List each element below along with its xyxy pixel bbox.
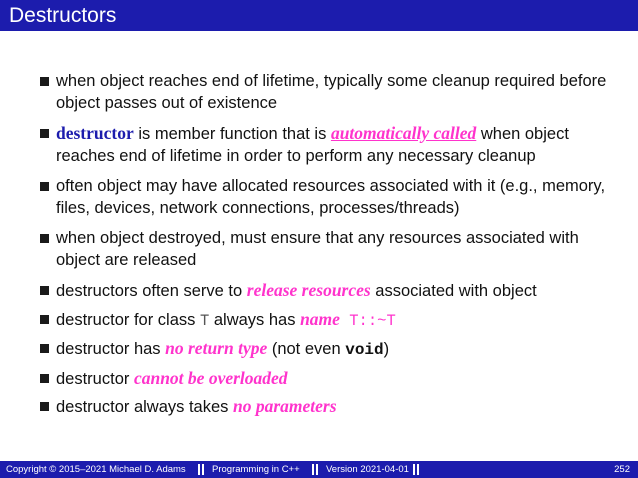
emphasis-text: cannot be overloaded xyxy=(133,367,288,388)
footer-page-number: 252 xyxy=(614,464,630,475)
bullet-text: ) xyxy=(383,340,390,358)
bullet-text: associated with object xyxy=(370,282,537,300)
code-text: T::~T xyxy=(339,311,396,330)
term-destructor: destructor xyxy=(56,123,134,143)
bullet-text: destructor for class xyxy=(56,310,200,329)
bullet-text: destructors often serve to xyxy=(56,282,247,300)
code-text: void xyxy=(345,341,384,359)
emphasis-text: name xyxy=(300,308,340,329)
bullet-list xyxy=(40,71,620,425)
bullet-item xyxy=(40,396,620,419)
square-bullet-icon xyxy=(40,129,49,138)
square-bullet-icon xyxy=(40,77,49,86)
footer-separator xyxy=(198,464,204,475)
footer-course: Programming in C++ xyxy=(212,464,300,475)
bullet-text: destructor always takes xyxy=(56,398,233,416)
emphasis-text: automatically called xyxy=(330,123,477,143)
title-bar xyxy=(0,0,638,31)
emphasis-text: no parameters xyxy=(233,396,337,416)
emphasis-text: no return type xyxy=(165,338,268,358)
square-bullet-icon xyxy=(40,182,49,191)
bullet-text: destructor has xyxy=(56,340,166,358)
bullet-text: when object reaches end of lifetime in order to perform any necessary cleanup xyxy=(56,125,569,165)
code-text: T xyxy=(199,311,210,330)
bullet-text: is member function that is xyxy=(133,125,331,143)
footer-bar xyxy=(0,461,638,478)
bullet-item xyxy=(40,309,620,333)
slide-title: Destructors xyxy=(9,4,117,27)
bullet-item xyxy=(40,123,620,167)
bullet-item xyxy=(40,338,620,362)
square-bullet-icon xyxy=(40,374,49,383)
bullet-text: destructor xyxy=(56,369,134,388)
square-bullet-icon xyxy=(40,344,49,353)
footer-separator xyxy=(413,464,419,475)
square-bullet-icon xyxy=(40,234,49,243)
footer-copyright: Copyright © 2015–2021 Michael D. Adams xyxy=(6,464,186,475)
emphasis-text: release resources xyxy=(246,280,371,300)
square-bullet-icon xyxy=(40,315,49,324)
bullet-text: often object may have allocated resources associated with it (e.g., memory, files, devices, network connections, processes/threads) xyxy=(56,177,606,217)
bullet-item xyxy=(40,368,620,391)
bullet-item xyxy=(40,280,620,303)
bullet-text: always has xyxy=(209,310,301,329)
bullet-item xyxy=(40,228,620,271)
bullet-text: when object destroyed, must ensure that any resources associated with object are released xyxy=(56,229,579,269)
footer-version: Version 2021-04-01 xyxy=(326,464,409,475)
footer-separator xyxy=(312,464,318,475)
square-bullet-icon xyxy=(40,286,49,295)
bullet-item xyxy=(40,71,620,114)
bullet-text: when object reaches end of lifetime, typically some cleanup required before object passes out of existence xyxy=(56,72,607,112)
bullet-text: (not even xyxy=(267,340,346,358)
bullet-item xyxy=(40,176,620,219)
square-bullet-icon xyxy=(40,402,49,411)
